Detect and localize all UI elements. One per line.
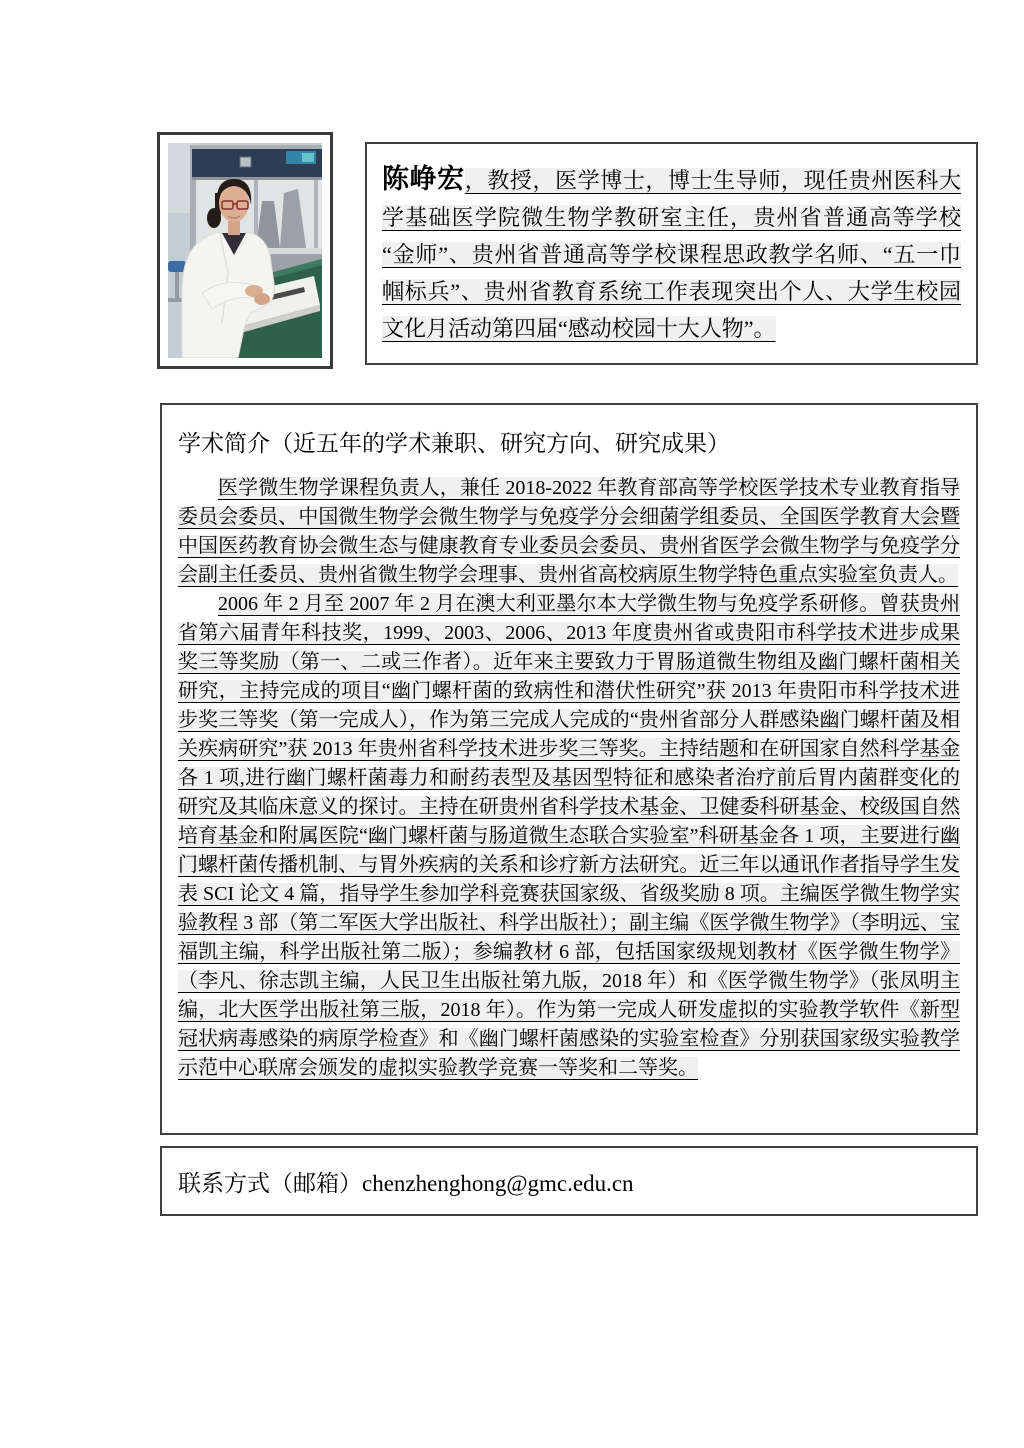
academic-summary-box [160, 403, 978, 1135]
bio-paragraph [382, 161, 961, 347]
person-name: 陈峥宏 [382, 164, 465, 194]
academic-paragraph-appointments [178, 474, 960, 590]
contact-box [160, 1146, 978, 1216]
academic-summary-title: 学术简介（近五年的学术兼职、研究方向、研究成果） [178, 431, 730, 456]
academic-paragraph-achievements-text: 2006 年 2 月至 2007 年 2 月在澳大利亚墨尔本大学微生物与免疫学系研修。曾获贵州省第六届青年科技奖，1999、2003、2006、2013 年度贵州省或贵阳市科学技术进步成果奖三等奖励（第一、二或三作者）。近年来主要致力于胃肠道微生物组及幽门螺杆菌相关研究，主持完成的项目“幽门螺杆菌的致病性和潜伏性研究”获 2013 年贵阳市科学技术进步奖三等奖（第一完成人），作为第三完成人完成的“贵州省部分人群感染幽门螺杆菌及相关疾病研究”获 2013 年贵州省科学技术进步奖三等奖。主持结题和在研国家自然科学基金各 1 项,进行幽门螺杆菌毒力和耐药表型及基因型特征和感染者治疗前后胃内菌群变化的研究及其临床意义的探讨。主持在研贵州省科学技术基金、卫健委科研基金、校级国自然培育基金和附属医院“幽门螺杆菌与肠道微生态联合实验室”科研基金各 1 项，主要进行幽门螺杆菌传播机制、与胃外疾病的关系和诊疗新方法研究。近三年以通讯作者指导学生发表 SCI 论文 4 篇，指导学生参加学科竞赛获国家级、省级奖励 8 项。主编医学微生物学实验教程 3 部（第二军医大学出版社、科学出版社）；副主编《医学微生物学》（李明远、宝福凯主编，科学出版社第二版）；参编教材 6 部，包括国家级规划教材《医学微生物学》（李凡、徐志凯主编，人民卫生出版社第九版，2018 年）和《医学微生物学》（张凤明主编，北大医学出版社第三版，2018 年）。作为第一完成人研发虚拟的实验教学软件《新型冠状病毒感染的病原学检查》和《幽门螺杆菌感染的实验室检查》分别获国家级实验教学示范中心联席会颁发的虚拟实验教学竞赛一等奖和二等奖。 [178, 593, 960, 1079]
bio-text: ，教授，医学博士，博士生导师，现任贵州医科大学基础医学院微生物学教研室主任，贵州省普通高等学校“金师”、贵州省普通高等学校课程思政教学名师、“五一巾帼标兵”、贵州省教育系统工作表现突出个人、大学生校园文化月活动第四届“感动校园十大人物”。 [382, 168, 961, 341]
academic-paragraph-achievements [178, 590, 960, 1083]
profile-photo [157, 132, 333, 369]
contact-label: 联系方式（邮箱） [178, 1170, 362, 1196]
contact-email: chenzhenghong@gmc.edu.cn [362, 1170, 634, 1196]
profile-photo-image [168, 143, 322, 358]
bio-box [365, 142, 978, 365]
academic-paragraph-appointments-text: 医学微生物学课程负责人，兼任 2018-2022 年教育部高等学校医学技术专业教育指导委员会委员、中国微生物学会微生物学与免疫学分会细菌学组委员、全国医学教育大会暨中国医药教育协会微生态与健康教育专业委员会委员、贵州省医学会微生物学与免疫学分会副主任委员、贵州省微生物学会理事、贵州省高校病原生物学特色重点实验室负责人。 [178, 477, 960, 586]
contact-line [178, 1165, 634, 1198]
